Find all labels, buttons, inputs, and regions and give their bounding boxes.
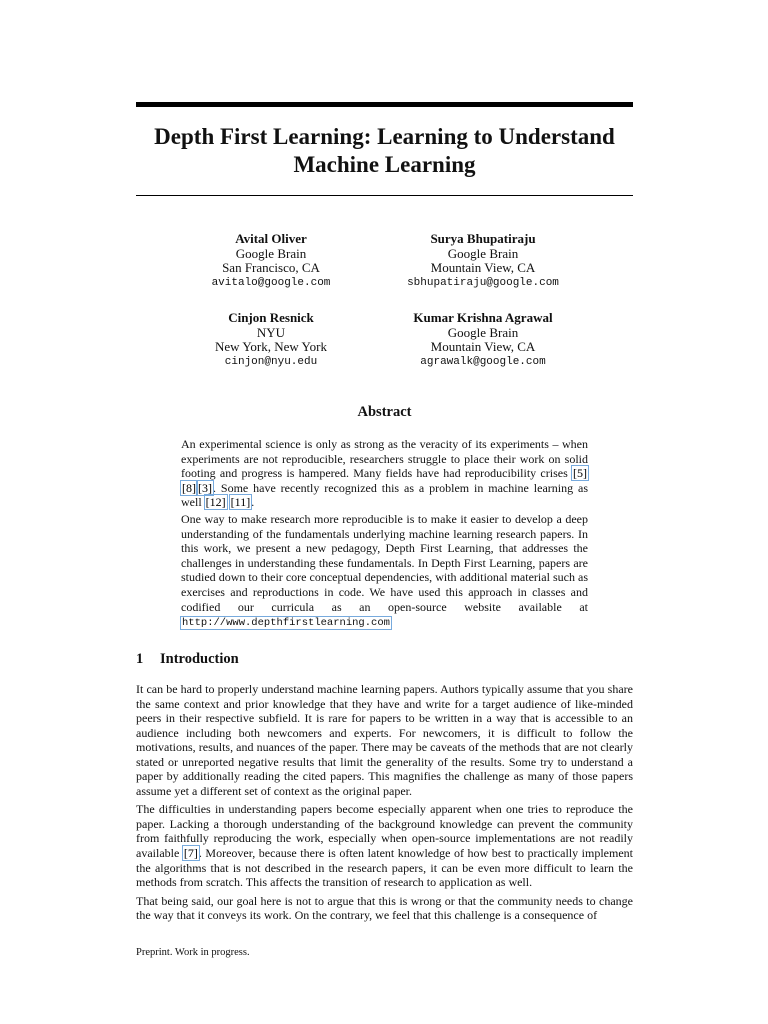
title-line-2: Machine Learning bbox=[293, 152, 476, 177]
abstract-text: . bbox=[251, 495, 255, 510]
intro-body bbox=[136, 682, 633, 927]
author-location: San Francisco, CA bbox=[222, 260, 320, 275]
citation-link[interactable]: [5] bbox=[573, 466, 587, 481]
abstract-heading: Abstract bbox=[357, 404, 412, 420]
author-name: Cinjon Resnick bbox=[228, 310, 314, 325]
citation-link[interactable]: [12] bbox=[205, 495, 226, 510]
intro-paragraph-3: That being said, our goal here is not to argue that this is wrong or that the community needs to change the way that it conveys its work. On the contrary, we feel that this challenge is a consequence of bbox=[136, 893, 633, 923]
abstract-body bbox=[181, 437, 588, 633]
abstract-paragraph-2 bbox=[181, 512, 588, 631]
author-block bbox=[373, 311, 593, 369]
abstract-text: An experimental science is only as strong as the veracity of its experiments – when experiments are not reproducible, researchers struggle to place their work on solid footing and progress is hampered. Many fields have had reproducibility crises bbox=[181, 437, 588, 481]
author-affiliation: Google Brain bbox=[447, 324, 519, 340]
abstract-text: . Some have recently recognized this as a problem in machine learning as well bbox=[181, 480, 588, 510]
abstract-text: One way to make research more reproducible is to make it easier to develop a deep understanding of the fundamentals underlying machine learning research papers. In this work, we present a new pedagogy, Depth First Learning, that addresses the challenges in understanding these fundamentals. In Depth First Learning, papers are studied down to their core conceptual dependencies, with additional material such as exercises and reproductions in code. We have used this approach in classes and codified our curricula as an open-source website available at bbox=[181, 511, 588, 614]
author-name: Avital Oliver bbox=[235, 231, 307, 246]
author-affiliation: Google Brain bbox=[447, 245, 519, 261]
intro-text: The difficulties in understanding papers become especially apparent when one tries to reproduce the paper. Lacking a thorough understanding of the background knowledge can prevent the community from faithfully reproducing the work, especially when open-source implementations are not readily available bbox=[136, 802, 633, 861]
website-link[interactable]: http://www.depthfirstlearning.com bbox=[182, 617, 390, 630]
author-block bbox=[373, 232, 593, 290]
paper-title bbox=[136, 123, 633, 179]
citation-link[interactable]: [11] bbox=[230, 495, 251, 510]
author-email: sbhupatiraju@google.com bbox=[407, 276, 559, 289]
intro-paragraph-1: It can be hard to properly understand machine learning papers. Authors typically assume that you share the same context and prior knowledge that they have and write for a target audience of like-minded peers in their respective subfield. It is rare for papers to be written in a way that is accessible to an audience including both newcomers and experts. For newcomers, it is difficult to follow the motivations, results, and nuances of the paper. There may be caveats of the methods that are not clearly stated or unreported negative results that limit the generality of the results. Some try to understand a paper by additionally reading the cited papers. This magnifies the challenge as many of those papers assume yet a different set of context as the original paper. bbox=[136, 682, 633, 798]
intro-text: . Moreover, because there is often latent knowledge of how best to practically implement the algorithms that is not described in the research papers, it can be even more difficult to learn the methods from scratch. This affects the transition of research to application as well. bbox=[136, 846, 633, 890]
citation-link[interactable]: [8] bbox=[182, 480, 196, 495]
author-email: avitalo@google.com bbox=[211, 276, 331, 289]
section-number: 1 bbox=[136, 651, 144, 667]
author-email: cinjon@nyu.edu bbox=[224, 355, 318, 368]
author-location: Mountain View, CA bbox=[430, 260, 536, 275]
citation-link[interactable]: [7] bbox=[183, 846, 198, 861]
author-location: New York, New York bbox=[215, 339, 327, 354]
author-block bbox=[161, 311, 381, 369]
author-block bbox=[161, 232, 381, 290]
title-top-rule bbox=[136, 102, 633, 107]
author-location: Mountain View, CA bbox=[430, 339, 536, 354]
abstract-paragraph-1 bbox=[181, 437, 588, 510]
author-affiliation: Google Brain bbox=[235, 245, 307, 261]
author-affiliation: NYU bbox=[256, 324, 286, 340]
section-heading bbox=[136, 651, 239, 668]
author-name: Kumar Krishna Agrawal bbox=[413, 310, 553, 325]
author-name: Surya Bhupatiraju bbox=[430, 231, 536, 246]
intro-paragraph-2 bbox=[136, 802, 633, 889]
citation-link[interactable]: [3] bbox=[198, 480, 212, 495]
title-bottom-rule bbox=[136, 195, 633, 196]
author-email: agrawalk@google.com bbox=[420, 355, 546, 368]
section-title: Introduction bbox=[160, 651, 239, 667]
title-line-1: Depth First Learning: Learning to Understand bbox=[154, 124, 615, 149]
preprint-footer: Preprint. Work in progress. bbox=[136, 947, 250, 958]
